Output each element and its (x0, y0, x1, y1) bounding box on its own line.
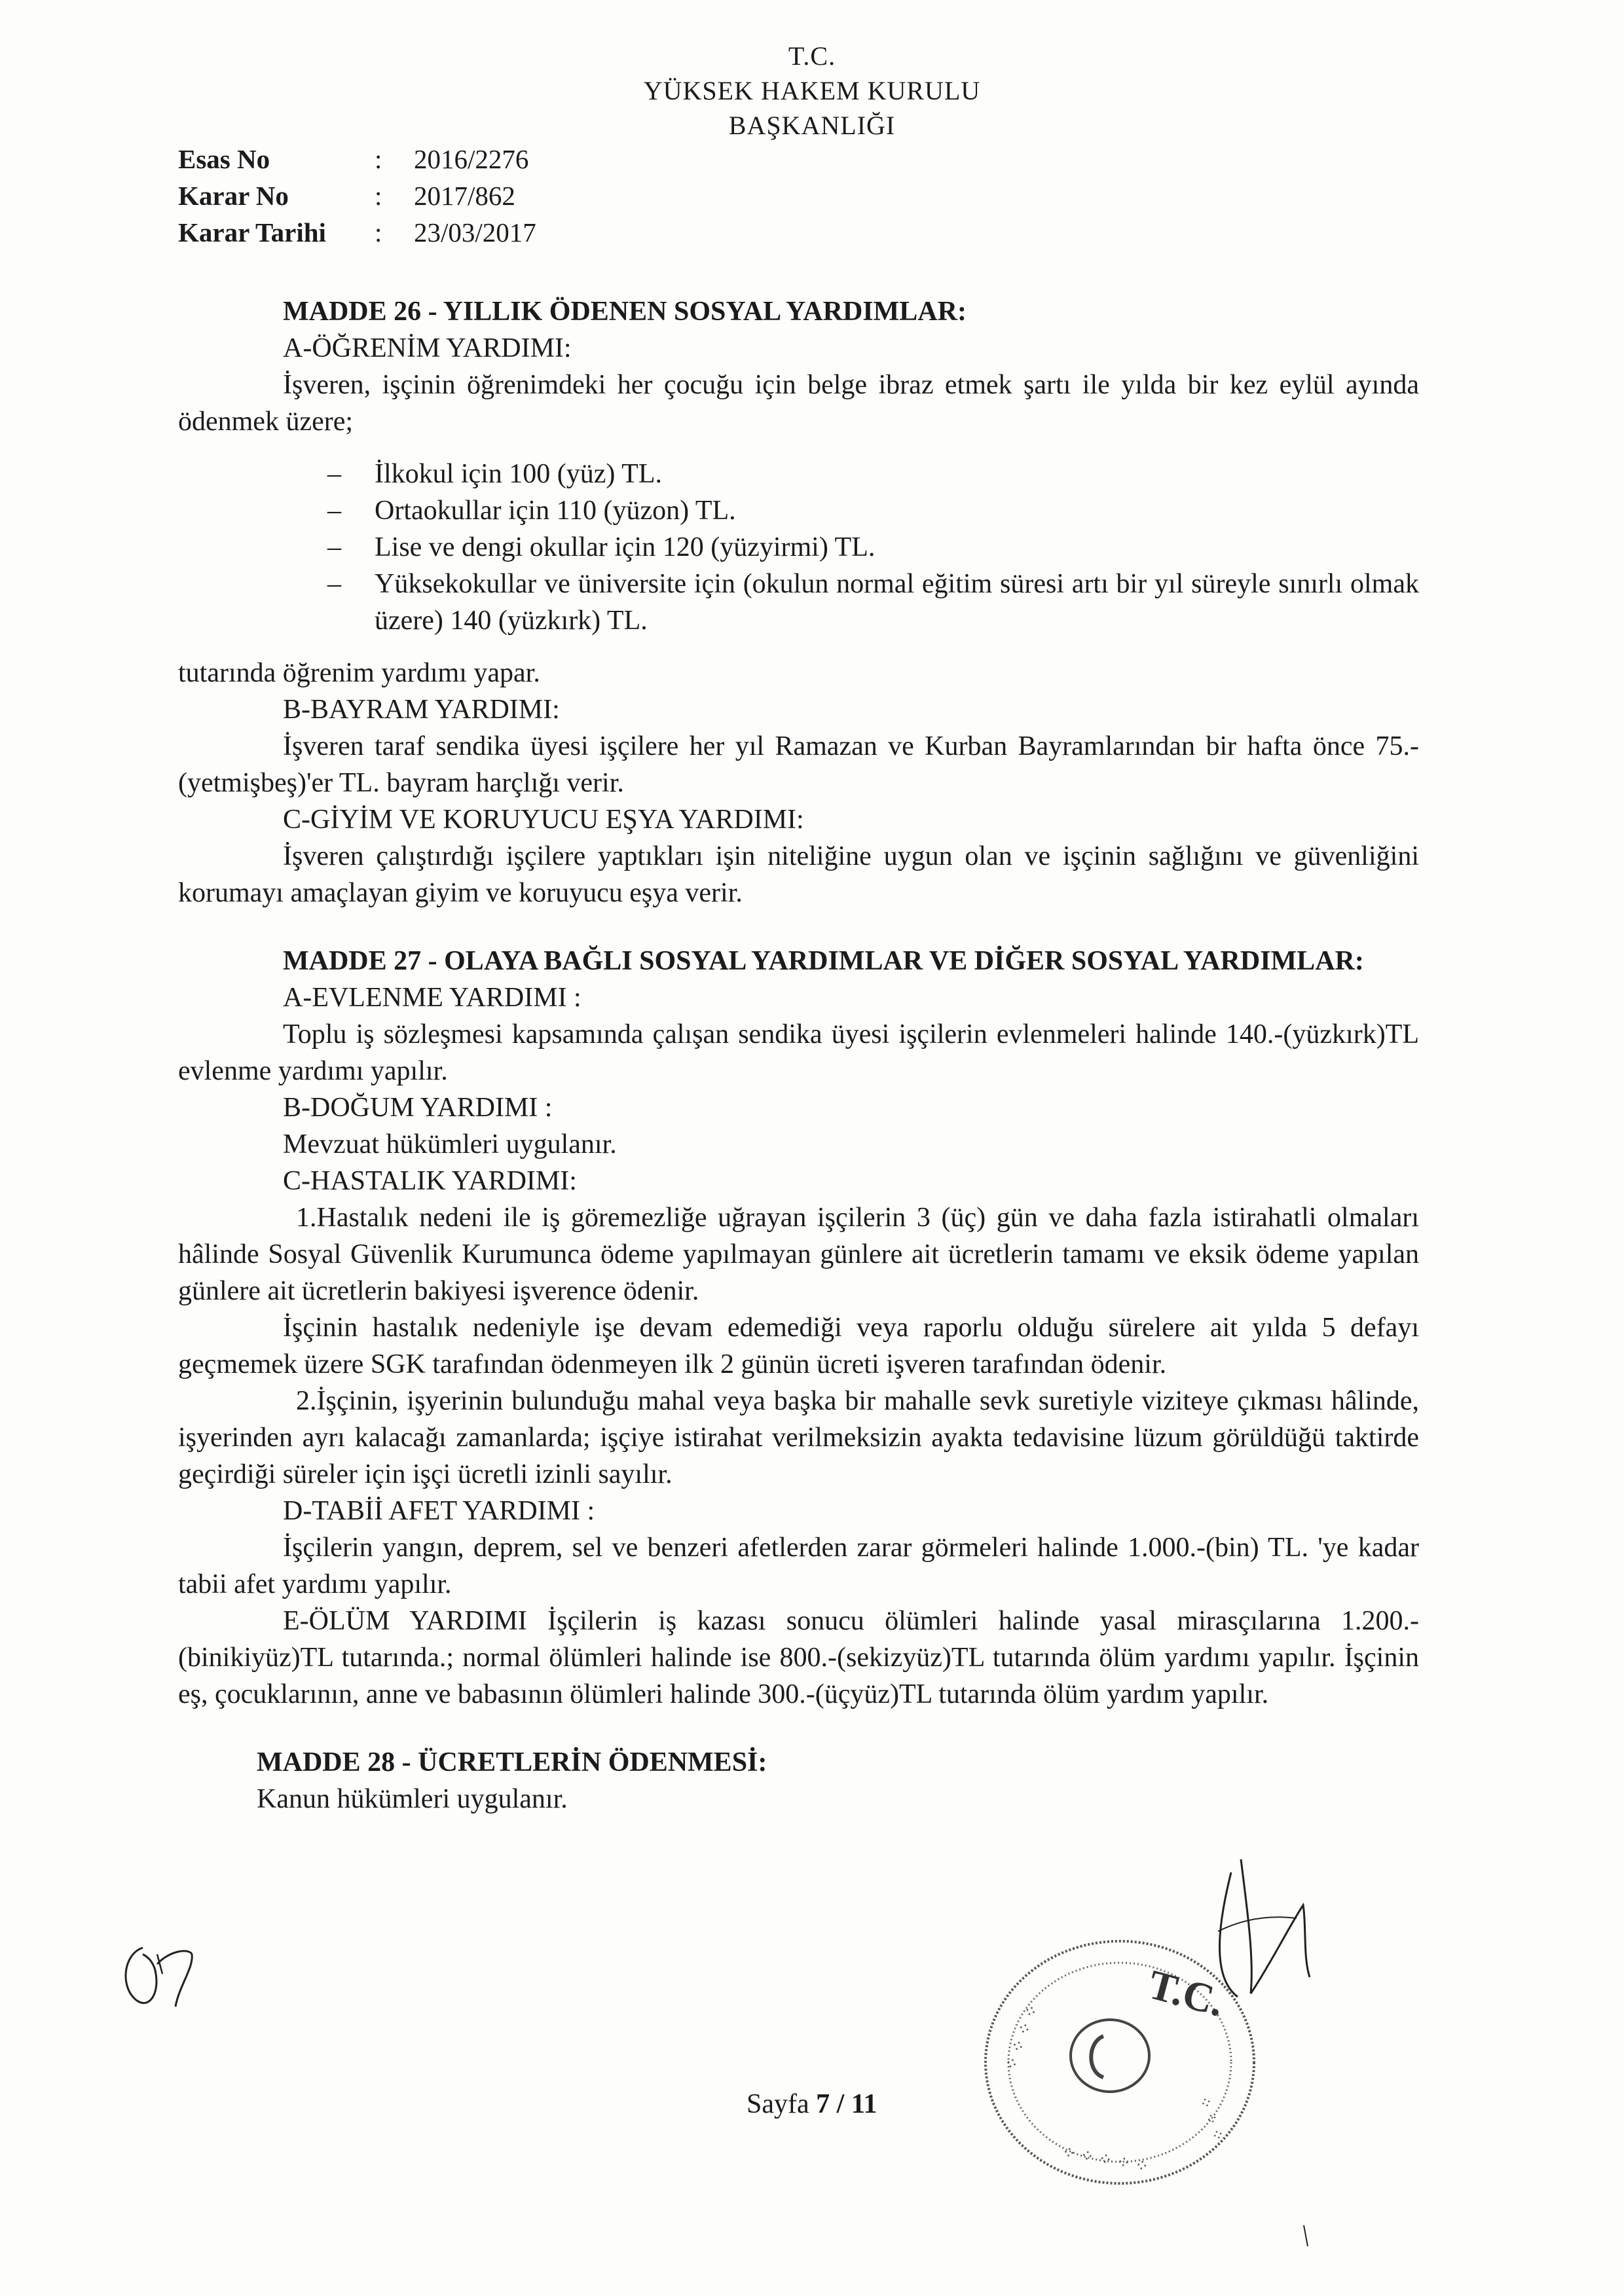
meta-label: Karar No (178, 181, 289, 211)
article-27-a-text: Toplu iş sözleşmesi kapsamında çalışan sendika üyesi işçilerin evlenmeleri halinde 140.-(yüzkırk)TL evlenme yardımı yapılır. (178, 1019, 1419, 1086)
list-item: – İlkokul için 100 (yüz) TL. (178, 456, 1419, 492)
meta-row-tarih (178, 214, 536, 251)
article-26-b-text: İşveren taraf sendika üyesi işçilere her yıl Ramazan ve Kurban Bayramlarından bir hafta önce 75.-(yetmişbeş)'er TL. bayram harçlığı verir. (178, 731, 1419, 798)
article-27-b-title: B-DOĞUM YARDIMI : (283, 1093, 553, 1123)
article-26-heading: MADDE 26 - YILLIK ÖDENEN SOSYAL YARDIMLAR: (283, 297, 967, 327)
article-27-heading: MADDE 27 - OLAYA BAĞLI SOSYAL YARDIMLAR VE DİĞER SOSYAL YARDIMLAR: (283, 946, 1364, 976)
article-27-c-title: C-HASTALIK YARDIMI: (283, 1166, 577, 1196)
list-item: – Yüksekokullar ve üniversite için (okulun normal eğitim süresi artı bir yıl süreyle sınırlı olmak üzere) 140 (yüzkırk) TL. (178, 566, 1419, 639)
meta-row-esas (178, 141, 536, 177)
meta-label: Karar Tarihi (178, 217, 326, 247)
article-27-c-paragraph-3: 2.İşçinin, işyerinin bulunduğu mahal veya başka bir mahalle sevk suretiyle viziteye çıkması hâlinde, işyerinden ayrı kalacağı zamanlarda; işçiye istirahat verilmeksizin ayakta tedavisine lüzum görüldüğü taktirde geçirdiği süreler için işçi ücretli izinli sayılır. (178, 1386, 1419, 1489)
meta-colon: : (375, 181, 382, 211)
page-current: 7 (816, 2089, 830, 2119)
article-27-a-title: A-EVLENME YARDIMI : (283, 983, 581, 1013)
meta-colon: : (375, 217, 382, 247)
article-27-c-paragraph-2: İşçinin hastalık nedeniyle işe devam edemediği veya raporlu olduğu sürelere ait yılda 5 defayı geçmemek üzere SGK tarafından ödenmeyen ilk 2 günün ücreti işveren tarafından ödenir. (178, 1313, 1419, 1379)
meta-value: 2017/862 (414, 181, 515, 211)
article-27-c-paragraph-1: 1.Hastalık nedeni ile iş göremezliğe uğrayan işçilerin 3 (üç) gün ve daha fazla istirahatli olmaları hâlinde Sosyal Güvenlik Kurumunca ödeme yapılmayan günlere ait ücretlerin tamamı ve eksik ödeme yapılan günlere ait ücretlerin bakiyesi işverence ödenir. (178, 1203, 1419, 1306)
meta-value: 2016/2276 (414, 144, 529, 174)
seal-center-text: T.C. (1143, 1960, 1229, 2026)
document-body (178, 293, 1419, 1817)
article-27-d-title: D-TABİİ AFET YARDIMI : (283, 1496, 595, 1526)
meta-row-karar (178, 177, 536, 214)
article-26-a-list (178, 456, 1419, 639)
article-26-b-title: B-BAYRAM YARDIMI: (283, 695, 560, 725)
page-number: Sayfa 7 / 11 (747, 2089, 877, 2119)
page-total: 11 (851, 2089, 877, 2119)
article-26-c-title: C-GİYİM VE KORUYUCU EŞYA YARDIMI: (283, 805, 804, 835)
case-metadata (178, 141, 536, 251)
page-prefix: Sayfa (747, 2089, 809, 2119)
meta-label: Esas No (178, 144, 270, 174)
svg-text:⁘ ⁘ ⁘ ⁘: ⁘ ⁘ ⁘ ⁘ (1001, 2001, 1043, 2074)
article-28-text: Kanun hükümleri uygulanır. (257, 1784, 568, 1814)
article-27-d-text: İşçilerin yangın, deprem, sel ve benzeri afetlerden zarar görmeleri halinde 1.000.-(bin) TL. 'ye kadar tabii afet yardımı yapılır. (178, 1533, 1419, 1599)
article-27-e-text: E-ÖLÜM YARDIMI İşçilerin iş kazası sonucu ölümleri halinde yasal mirasçılarına 1.200.-(binikiyüz)TL tutarında.; normal ölümleri halinde ise 800.-(sekizyüz)TL tutarında ölüm yardımı yapılır. İşçinin eş, çocuklarının, anne ve babasının ölümleri halinde 300.-(üçyüz)TL tutarında ölüm yardım yapılır. (178, 1606, 1419, 1709)
article-26-a-text: İşveren, işçinin öğrenimdeki her çocuğu için belge ibraz etmek şartı ile yılda bir kez eylül ayında ödenmek üzere; (178, 370, 1419, 437)
meta-colon: : (375, 144, 382, 174)
meta-value: 23/03/2017 (414, 217, 536, 247)
signature (1192, 1846, 1388, 2003)
article-26-a-title: A-ÖĞRENİM YARDIMI: (283, 333, 572, 363)
article-27-b-text: Mevzuat hükümleri uygulanır. (283, 1129, 617, 1159)
header-institution: YÜKSEK HAKEM KURULU (643, 76, 981, 105)
article-28-heading: MADDE 28 - ÜCRETLERİN ÖDENMESİ: (257, 1747, 767, 1777)
handwritten-mark-97 (117, 1935, 208, 2020)
handwritten-tick (1300, 2223, 1313, 2249)
article-26-a-tail: tutarında öğrenim yardımı yapar. (178, 658, 540, 688)
header-department: BAŞKANLIĞI (728, 111, 896, 140)
list-item: – Lise ve dengi okullar için 120 (yüzyirmi) TL. (178, 529, 1419, 566)
list-item: – Ortaokullar için 110 (yüzon) TL. (178, 492, 1419, 529)
svg-text:⁘ ⁘ ⁘ ⁘ ⁘: ⁘ ⁘ ⁘ ⁘ ⁘ (1060, 2142, 1151, 2177)
article-26-c-text: İşveren çalıştırdığı işçilere yaptıkları işin niteliğine uygun olan ve işçinin sağlığını ve güvenliğini korumayı amaçlayan giyim ve koruyucu eşya verir. (178, 841, 1419, 908)
header-tc: T.C. (788, 41, 836, 71)
svg-text:⁘ ⁘ ⁘: ⁘ ⁘ ⁘ (1194, 2094, 1227, 2145)
